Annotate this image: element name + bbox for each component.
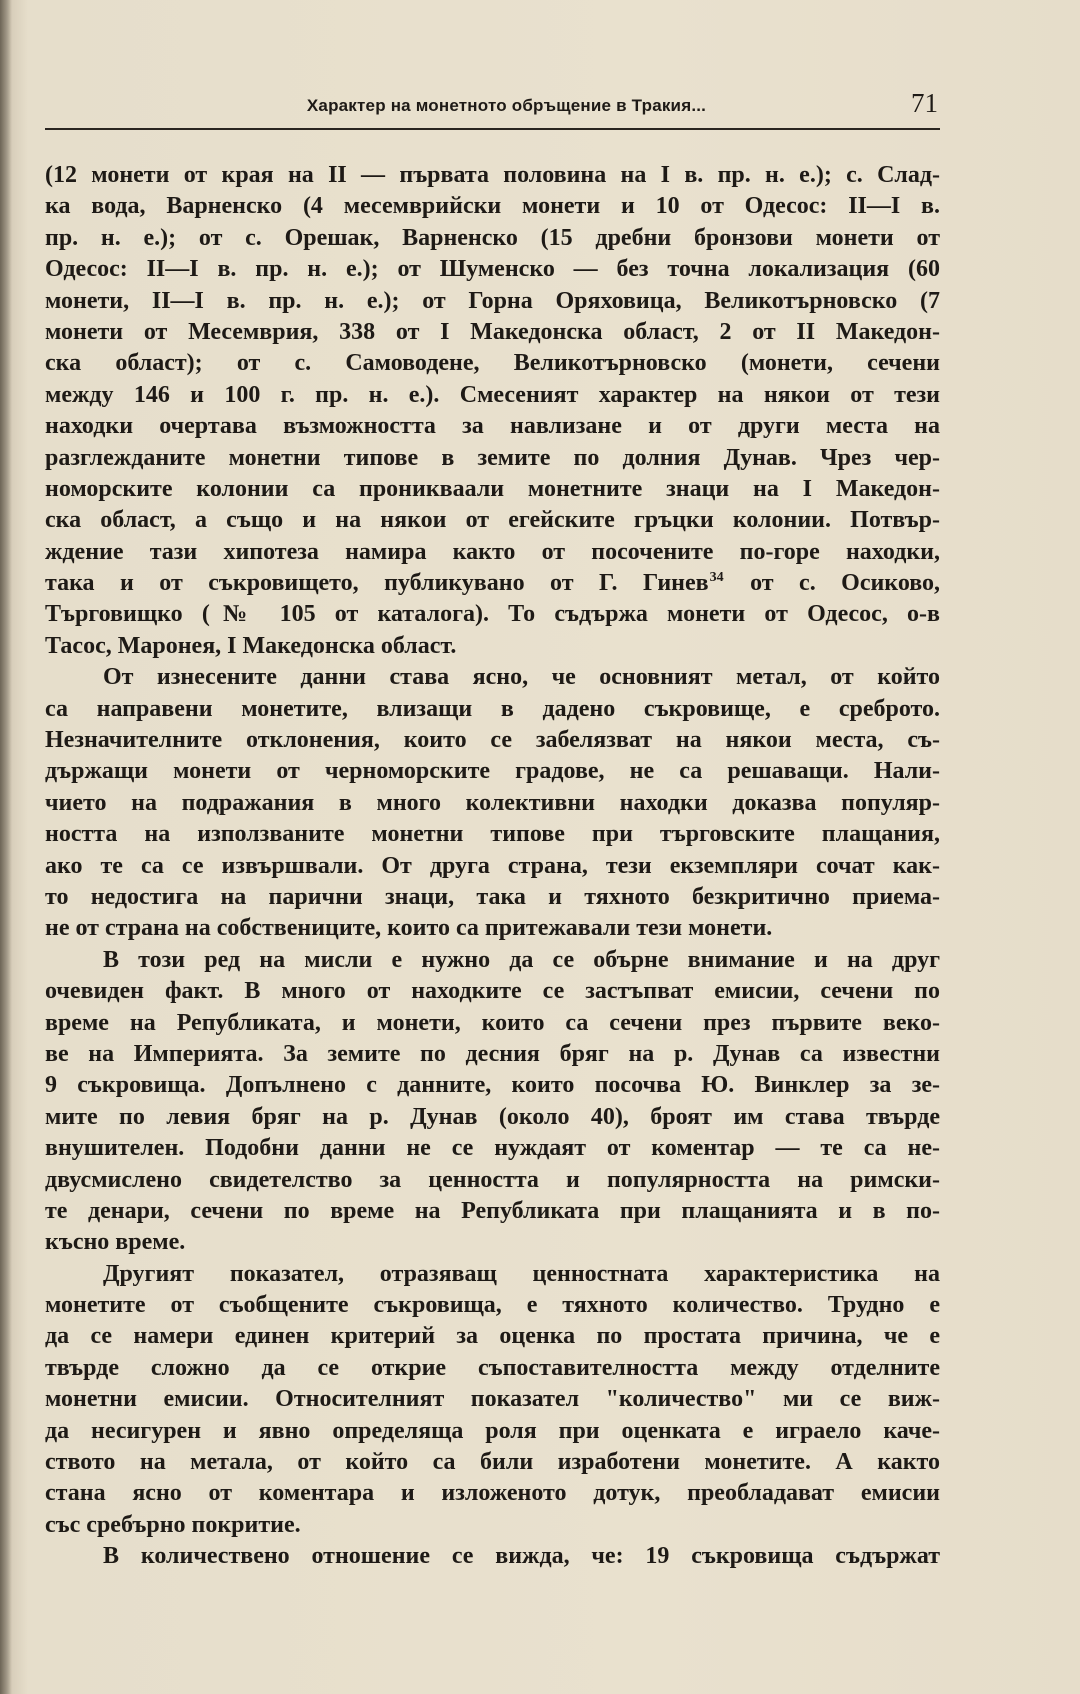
paragraph-first-line: От изнесените данни става ясно, че основният метал, от който (103, 664, 940, 691)
text-line: чието на подражания в много колективни находки доказва популяр- (45, 789, 940, 816)
text-line: са направени монетите, влизащи в дадено съкровище, е среброто. (45, 695, 940, 722)
text-line: 9 съкровища. Допълнено с данните, които посочва Ю. Винклер за зе- (45, 1072, 940, 1099)
text-line: монетни емисии. Относителният показател "количество" ми се виж- (45, 1386, 940, 1413)
text-line: ността на използваните монетни типове при търговските плащания, (45, 821, 940, 848)
text-segment: от с. Осиково, (724, 570, 941, 597)
text-line: разглежданите монетни типове в земите по долния Дунав. Чрез чер- (45, 444, 940, 471)
text-line: пр. н. е.); от с. Орешак, Варненско (15 дребни бронзови монети от (45, 224, 940, 251)
text-line: двусмислено свидетелство за ценността и популярността на римски- (45, 1166, 940, 1193)
text-line: монетите от съобщените съкровища, е тяхното количество. Трудно е (45, 1292, 940, 1319)
text-line: номорските колонии са проникваали монетните знаци на I Македон- (45, 475, 940, 502)
text-line: ка вода, Варненско (4 месемврийски монети и 10 от Одесос: II—I в. (45, 193, 940, 220)
header-rule (45, 128, 940, 130)
text-line: стана ясно от коментара и изложеното дотук, преобладават емисии (45, 1480, 940, 1507)
paragraph-first-line: Другият показател, отразяващ ценностната характеристика на (103, 1260, 940, 1287)
text-line: ска област); от с. Самоводене, Великотърновско (монети, сечени (45, 350, 940, 377)
text-line: (12 монети от края на II — първата половина на I в. пр. н. е.); с. Слад- (45, 162, 940, 188)
text-line: да се намери единен критерий за оценка по простата причина, че е (45, 1323, 940, 1350)
text-line: със сребърно покритие. (45, 1511, 301, 1538)
paragraph-first-line: В количествено отношение се вижда, че: 19 съкровища съдържат (103, 1543, 940, 1570)
text-line: ска област, а също и на някои от егейските гръцки колонии. Потвър- (45, 507, 940, 534)
page-number: 71 (911, 88, 938, 118)
text-line: очевиден факт. В много от находките се застъпват емисии, сечени по (45, 978, 940, 1005)
text-segment: така и от съкровището, публикувано от Г. Гинев (45, 570, 709, 597)
text-line: ството на метала, от който са били изработени монетите. А както (45, 1449, 940, 1476)
paragraph-first-line: В този ред на мисли е нужно да се обърне внимание и на друг (103, 946, 940, 973)
text-line: между 146 и 100 г. пр. н. е.). Смесеният характер на някои от тези (45, 381, 940, 408)
text-line: находки очертава възможността за навлизане и от други места на (45, 413, 940, 440)
running-title: Характер на монетното обръщение в Тракия... (306, 96, 707, 115)
text-line: внушителен. Подобни данни не се нуждаят от коментар — те са не- (45, 1135, 940, 1162)
text-line-with-footnote (45, 568, 940, 599)
text-line: то недостига на парични знаци, така и тяхното безкритично приема- (45, 883, 940, 910)
body-text (45, 160, 940, 1573)
book-spine-shadow (0, 0, 12, 1694)
text-line: държащи монети от черноморските градове, не са решаващи. Нали- (45, 758, 940, 785)
text-line: монети от Месемврия, 338 от I Македонска област, 2 от II Македон- (45, 318, 940, 345)
text-line: монети, II—I в. пр. н. е.); от Горна Оряховица, Великотърновско (7 (45, 287, 940, 314)
text-line: да несигурен и явно определяща роля при оценката е играело каче- (45, 1417, 940, 1444)
text-line: мите по левия бряг на р. Дунав (около 40), броят им става твърде (45, 1103, 940, 1130)
footnote-marker: 34 (709, 570, 724, 586)
text-line: ве на Империята. За земите по десния бряг на р. Дунав са известни (45, 1040, 940, 1067)
text-line: не от страна на собствениците, които са притежавали тези монети. (45, 915, 773, 942)
text-line: Търговищко (№ 105 от каталога). То съдържа монети от Одесос, о-в (45, 601, 940, 628)
running-head (45, 86, 940, 122)
text-line: Незначителните отклонения, които се забелязват на някои места, съ- (45, 727, 940, 754)
text-line: твърде сложно да се открие съпоставителността между отделните (45, 1354, 940, 1381)
text-line: те денари, сечени по време на Републиката при плащанията и в по- (45, 1197, 940, 1224)
text-line: късно време. (45, 1229, 186, 1256)
text-line: Одесос: II—I в. пр. н. е.); от Шуменско — без точна локализация (60 (45, 256, 940, 283)
text-line: Тасос, Маронея, I Македонска област. (45, 632, 457, 659)
text-line: ждение тази хипотеза намира както от посочените по-горе находки, (45, 538, 940, 565)
text-line: ако те са се извършвали. От друга страна, тези екземпляри сочат как- (45, 852, 940, 879)
text-line: време на Републиката, и монети, които са сечени през първите веко- (45, 1009, 940, 1036)
